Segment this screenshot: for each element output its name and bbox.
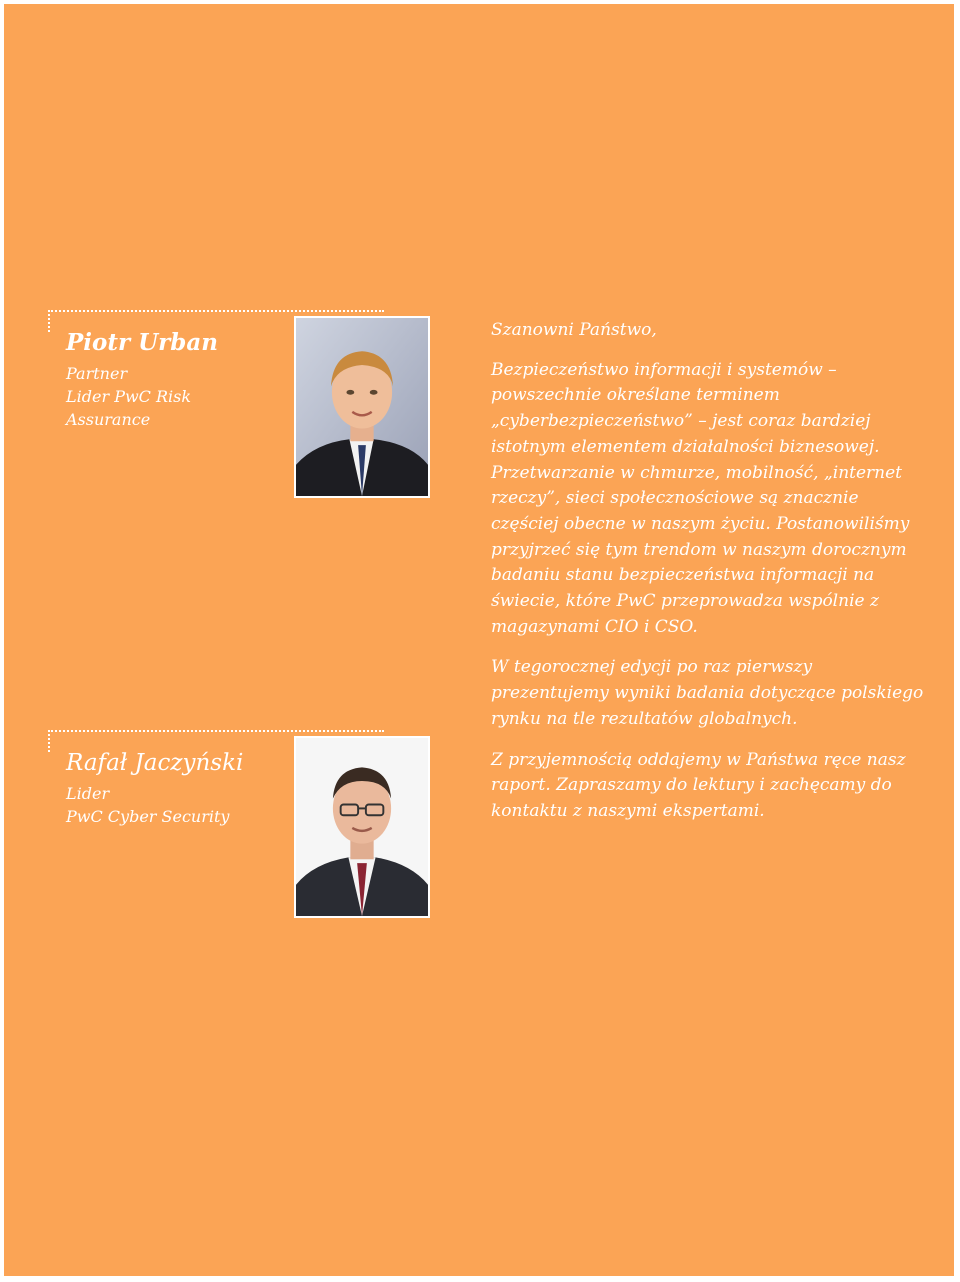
profile-role-line: PwC Cyber Security (66, 807, 230, 826)
profile-card-rafal-jaczynski (48, 730, 384, 930)
letter-paragraph: Bezpieczeństwo informacji i systemów – powszechnie określane terminem „cyberbezpieczeństwo” – jest coraz bardziej istotnym elementem działalności biznesowej. Przetwarzanie w chmurze, mobilność, „internet rzeczy”, sieci społecznościowe są znacznie częściej obecne w naszym życiu. Postanowiliśmy przyjrzeć się tym trendom w naszym dorocznym badaniu stanu bezpieczeństwa informacji na świecie, które PwC przeprowadza wspólnie z magazynami CIO i CSO. (491, 359, 910, 637)
letter-body (491, 318, 931, 840)
dotted-divider (48, 730, 384, 732)
profile-role-line: Assurance (66, 410, 151, 429)
profile-role-line: Lider PwC Risk (66, 387, 192, 406)
profile-text (66, 748, 271, 828)
letter-salutation: Szanowni Państwo, (491, 320, 657, 340)
dotted-divider-vertical (48, 730, 50, 752)
profile-card-piotr-urban (48, 310, 384, 510)
portrait-photo-icon (294, 316, 430, 498)
dotted-divider (48, 310, 384, 312)
profile-role-line: Lider (66, 784, 110, 803)
page-background (4, 4, 954, 1276)
letter-paragraph: Z przyjemnością oddajemy w Państwa ręce nasz raport. Zapraszamy do lektury i zachęcamy do kontaktu z naszymi ekspertami. (491, 749, 906, 821)
profile-name: Rafał Jaczyński (66, 750, 244, 776)
portrait-photo-icon (294, 736, 430, 918)
profile-text (66, 328, 271, 431)
letter-paragraph: W tegorocznej edycji po raz pierwszy prezentujemy wyniki badania dotyczące polskiego rynku na tle rezultatów globalnych. (491, 657, 924, 729)
profile-role-line: Partner (66, 364, 128, 383)
dotted-divider-vertical (48, 310, 50, 332)
profile-name: Piotr Urban (66, 329, 219, 356)
